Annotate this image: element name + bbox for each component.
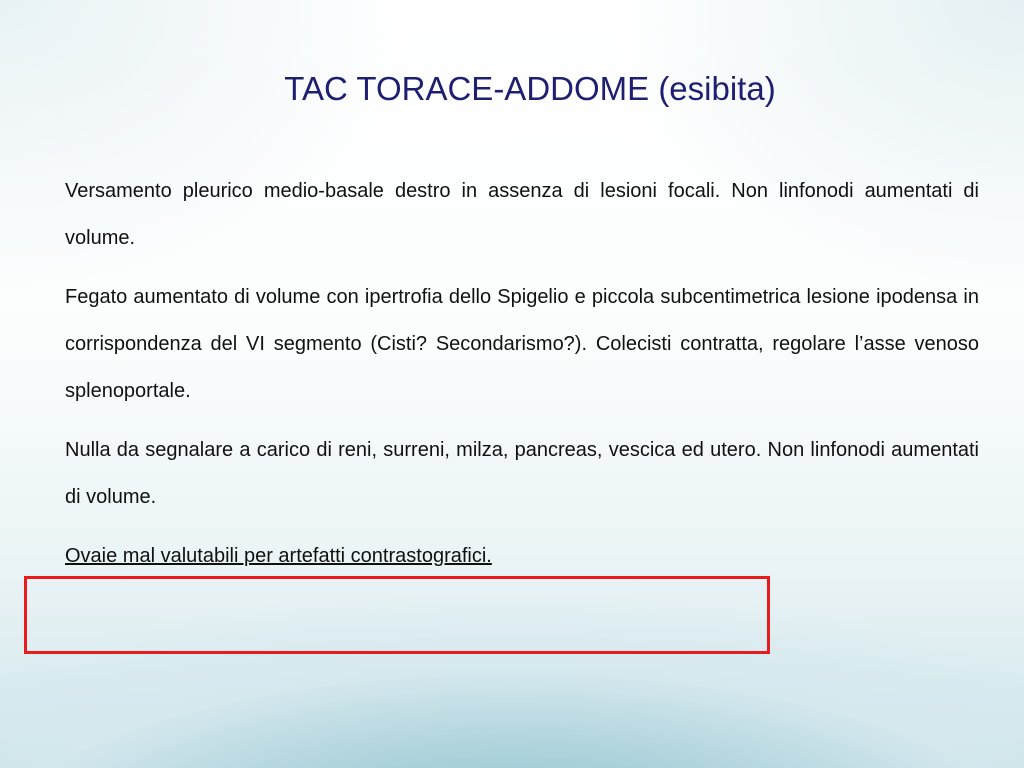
red-highlight-box xyxy=(24,576,770,654)
paragraph-ovaries: Ovaie mal valutabili per artefatti contrastografici. xyxy=(65,545,492,567)
paragraph-liver: Fegato aumentato di volume con ipertrofia dello Spigelio e piccola subcentimetrica lesione ipodensa in corrispondenza del VI segmento (Cisti? Secondarismo?). Colecisti contratta, regolare l’asse venoso splenoportale. xyxy=(65,286,979,402)
slide-title: TAC TORACE-ADDOME (esibita) xyxy=(284,70,776,107)
paragraph-abdomen: Nulla da segnalare a carico di reni, surreni, milza, pancreas, vescica ed utero. Non linfonodi aumentati di volume. xyxy=(65,439,979,508)
report-body xyxy=(65,168,979,592)
paragraph-pleural: Versamento pleurico medio-basale destro in assenza di lesioni focali. Non linfonodi aumentati di volume. xyxy=(65,180,979,249)
